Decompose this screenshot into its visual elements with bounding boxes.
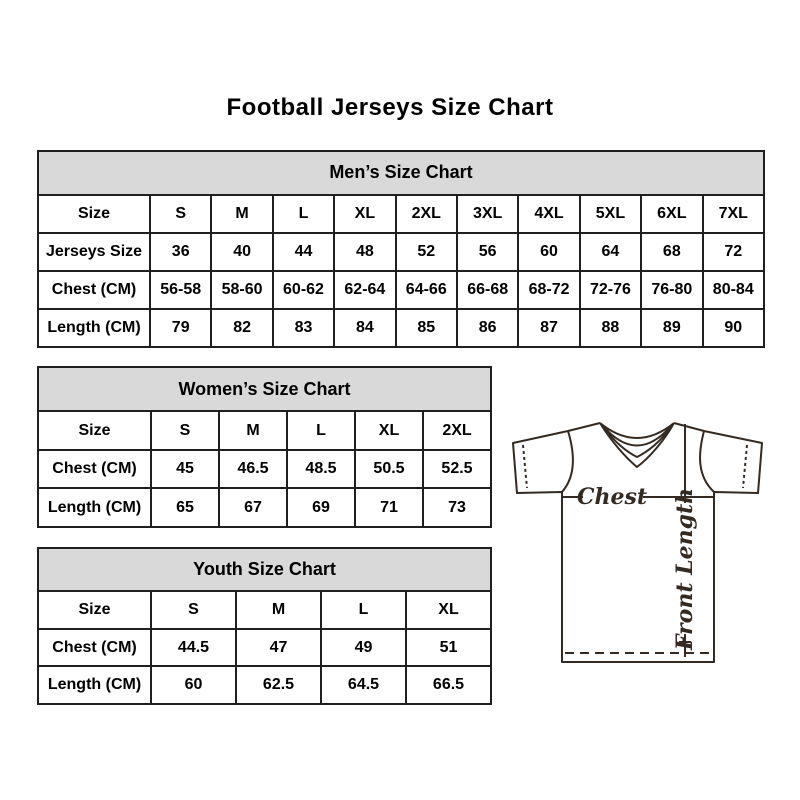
data-cell: 86 <box>457 309 518 347</box>
left-armhole-seam <box>562 431 573 492</box>
data-cell: 71 <box>355 488 423 527</box>
table-row <box>38 271 764 309</box>
column-header: M <box>219 411 287 450</box>
column-header: L <box>287 411 355 450</box>
data-cell: 46.5 <box>219 450 287 489</box>
row-label: Chest (CM) <box>38 450 151 489</box>
data-cell: 85 <box>396 309 457 347</box>
data-cell: 82 <box>211 309 272 347</box>
column-header: L <box>321 591 406 629</box>
data-cell: 79 <box>150 309 211 347</box>
data-cell: 72-76 <box>580 271 641 309</box>
column-header: XL <box>334 195 395 233</box>
data-cell: 64.5 <box>321 666 406 704</box>
data-cell: 62-64 <box>334 271 395 309</box>
data-cell: 50.5 <box>355 450 423 489</box>
data-cell: 60 <box>518 233 579 271</box>
page-title: Football Jerseys Size Chart <box>226 94 554 121</box>
mens-size-table <box>37 150 765 348</box>
table-row <box>38 309 764 347</box>
column-header: S <box>151 411 219 450</box>
left-cuff-stitch <box>523 445 527 488</box>
table-row <box>38 666 491 704</box>
header-row-label: Size <box>38 195 150 233</box>
column-header: 2XL <box>423 411 491 450</box>
data-cell: 72 <box>703 233 764 271</box>
data-cell: 60-62 <box>273 271 334 309</box>
row-label: Length (CM) <box>38 309 150 347</box>
right-armhole-seam <box>700 431 714 492</box>
data-cell: 69 <box>287 488 355 527</box>
data-cell: 67 <box>219 488 287 527</box>
data-cell: 44 <box>273 233 334 271</box>
data-cell: 90 <box>703 309 764 347</box>
header-row-label: Size <box>38 591 151 629</box>
data-cell: 56 <box>457 233 518 271</box>
data-cell: 73 <box>423 488 491 527</box>
column-header: XL <box>406 591 491 629</box>
row-label: Chest (CM) <box>38 629 151 667</box>
data-cell: 45 <box>151 450 219 489</box>
data-cell: 84 <box>334 309 395 347</box>
youth-size-table <box>37 547 492 705</box>
table-title: Women’s Size Chart <box>38 367 491 411</box>
header-row-label: Size <box>38 411 151 450</box>
column-header: XL <box>355 411 423 450</box>
column-header: 3XL <box>457 195 518 233</box>
row-label: Length (CM) <box>38 666 151 704</box>
data-cell: 62.5 <box>236 666 321 704</box>
data-cell: 36 <box>150 233 211 271</box>
data-cell: 83 <box>273 309 334 347</box>
front-length-label: Front Length <box>672 487 698 651</box>
data-cell: 88 <box>580 309 641 347</box>
data-cell: 64 <box>580 233 641 271</box>
data-cell: 44.5 <box>151 629 236 667</box>
row-label: Jerseys Size <box>38 233 150 271</box>
data-cell: 47 <box>236 629 321 667</box>
data-cell: 58-60 <box>211 271 272 309</box>
data-cell: 60 <box>151 666 236 704</box>
data-cell: 80-84 <box>703 271 764 309</box>
womens-size-table <box>37 366 492 528</box>
chest-label: Chest <box>576 484 648 510</box>
data-cell: 68-72 <box>518 271 579 309</box>
data-cell: 76-80 <box>641 271 702 309</box>
data-cell: 48 <box>334 233 395 271</box>
table-row <box>38 450 491 489</box>
data-cell: 56-58 <box>150 271 211 309</box>
column-header: L <box>273 195 334 233</box>
row-label: Chest (CM) <box>38 271 150 309</box>
data-cell: 48.5 <box>287 450 355 489</box>
table-row <box>38 488 491 527</box>
data-cell: 89 <box>641 309 702 347</box>
column-header: 6XL <box>641 195 702 233</box>
column-header: 2XL <box>396 195 457 233</box>
table-title: Youth Size Chart <box>38 548 491 591</box>
table-row <box>38 233 764 271</box>
column-header: M <box>236 591 321 629</box>
data-cell: 87 <box>518 309 579 347</box>
column-header: S <box>150 195 211 233</box>
data-cell: 68 <box>641 233 702 271</box>
jersey-outline <box>513 423 762 662</box>
data-cell: 51 <box>406 629 491 667</box>
data-cell: 40 <box>211 233 272 271</box>
column-header: 7XL <box>703 195 764 233</box>
table-title: Men’s Size Chart <box>38 151 764 195</box>
column-header: 4XL <box>518 195 579 233</box>
column-header: S <box>151 591 236 629</box>
jersey-measurement-diagram <box>505 410 770 668</box>
right-cuff-stitch <box>743 445 747 488</box>
data-cell: 52.5 <box>423 450 491 489</box>
data-cell: 66-68 <box>457 271 518 309</box>
data-cell: 65 <box>151 488 219 527</box>
row-label: Length (CM) <box>38 488 151 527</box>
data-cell: 52 <box>396 233 457 271</box>
column-header: M <box>211 195 272 233</box>
data-cell: 66.5 <box>406 666 491 704</box>
data-cell: 49 <box>321 629 406 667</box>
data-cell: 64-66 <box>396 271 457 309</box>
column-header: 5XL <box>580 195 641 233</box>
table-row <box>38 629 491 667</box>
